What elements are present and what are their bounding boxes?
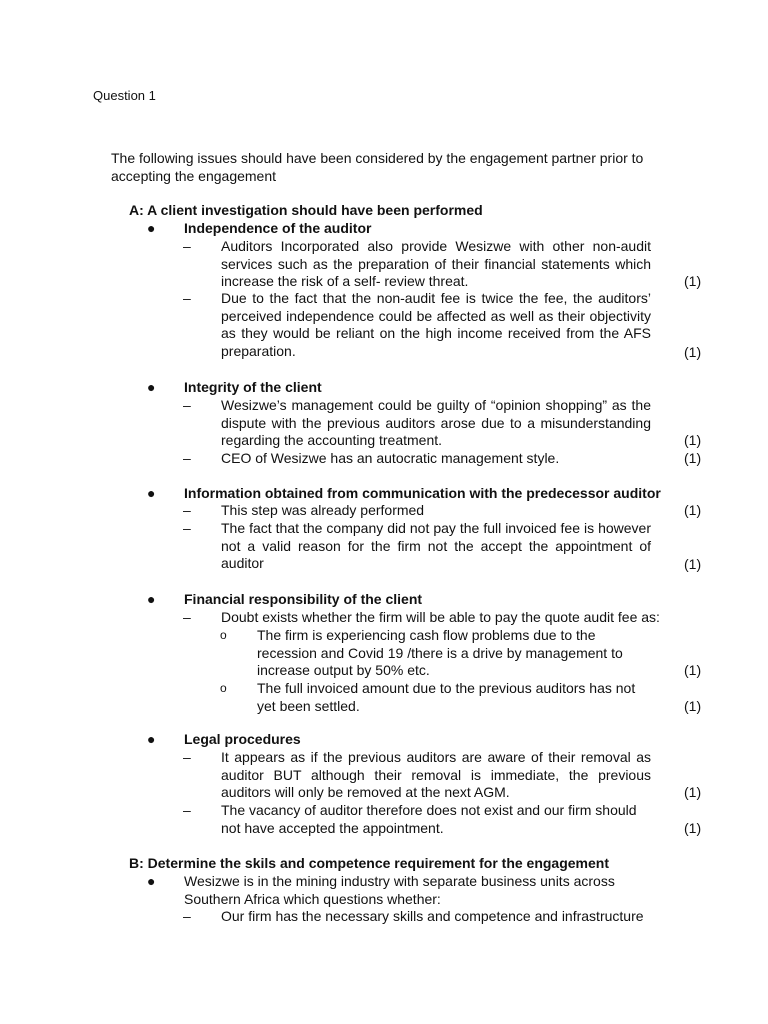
dash-icon: –	[183, 502, 191, 518]
bullet-icon: ●	[147, 873, 156, 889]
dash-icon: –	[183, 908, 191, 924]
dash-icon: –	[183, 238, 191, 254]
financial-subitem-1: The firm is experiencing cash flow problems due to the recession and Covid 19 /there is a drive by management to increase output by 50% etc.	[257, 627, 623, 679]
integrity-item-1: Wesizwe’s management could be guilty of “opinion shopping” as the dispute with the previous auditors arose due to a misunderstanding regarding the accounting treatment.	[221, 397, 651, 449]
integrity-heading: Integrity of the client	[184, 379, 322, 395]
dash-icon: –	[183, 290, 191, 306]
predecessor-item-2: The fact that the company did not pay the full invoiced fee is however not a valid reason for the firm not the accept the appointment of auditor	[221, 520, 651, 572]
dash-icon: –	[183, 609, 191, 625]
mark-label: (1)	[684, 662, 702, 678]
bullet-icon: ●	[147, 220, 156, 236]
mark-label: (1)	[684, 698, 702, 714]
mark-label: (1)	[684, 502, 702, 518]
mark-label: (1)	[684, 432, 702, 448]
integrity-item-2: CEO of Wesizwe has an autocratic management style.	[221, 450, 560, 466]
financial-item: Doubt exists whether the firm will be able to pay the quote audit fee as:	[221, 609, 660, 625]
section-a-heading: A: A client investigation should have been performed	[129, 202, 483, 218]
bullet-icon: ●	[147, 379, 156, 395]
dash-icon: –	[183, 450, 191, 466]
intro-paragraph: The following issues should have been considered by the engagement partner prior to accepting the engagement	[111, 150, 644, 184]
independence-item-2: Due to the fact that the non-audit fee is twice the fee, the auditors’ perceived independence could be affected as well as their objectivity as they would be reliant on the high income received from the AFS preparation.	[221, 290, 651, 359]
bullet-icon: ●	[147, 591, 156, 607]
mark-label: (1)	[684, 784, 702, 800]
section-b-bullet: Wesizwe is in the mining industry with separate business units across Southern Africa which questions whether:	[184, 873, 615, 907]
mark-label: (1)	[684, 450, 702, 466]
section-b-heading: B: Determine the skils and competence requirement for the engagement	[129, 855, 610, 871]
bullet-icon: ●	[147, 485, 156, 501]
mark-label: (1)	[684, 344, 702, 360]
predecessor-heading: Information obtained from communication with the predecessor auditor	[184, 485, 661, 501]
legal-item-2: The vacancy of auditor therefore does not exist and our firm should not have accepted the appointment.	[221, 802, 637, 836]
circle-bullet-icon: o	[220, 628, 227, 642]
independence-heading: Independence of the auditor	[184, 220, 372, 236]
mark-label: (1)	[684, 556, 702, 572]
question-title: Question 1	[93, 88, 156, 103]
dash-icon: –	[183, 802, 191, 818]
independence-item-1: Auditors Incorporated also provide Wesizwe with other non-audit services such as the preparation of their financial statements which increase the risk of a self- review threat.	[221, 238, 651, 290]
legal-heading: Legal procedures	[184, 731, 301, 747]
circle-bullet-icon: o	[220, 681, 227, 695]
mark-label: (1)	[684, 273, 702, 289]
financial-heading: Financial responsibility of the client	[184, 591, 423, 607]
predecessor-item-1: This step was already performed	[221, 502, 425, 518]
financial-subitem-2: The full invoiced amount due to the previous auditors has not yet been settled.	[257, 680, 636, 714]
dash-icon: –	[183, 397, 191, 413]
dash-icon: –	[183, 520, 191, 536]
bullet-icon: ●	[147, 731, 156, 747]
mark-label: (1)	[684, 820, 702, 836]
legal-item-1: It appears as if the previous auditors are aware of their removal as auditor BUT although their removal is immediate, the previous auditors will only be removed at the next AGM.	[221, 749, 651, 801]
dash-icon: –	[183, 749, 191, 765]
section-b-item: Our firm has the necessary skills and competence and infrastructure	[221, 908, 644, 924]
